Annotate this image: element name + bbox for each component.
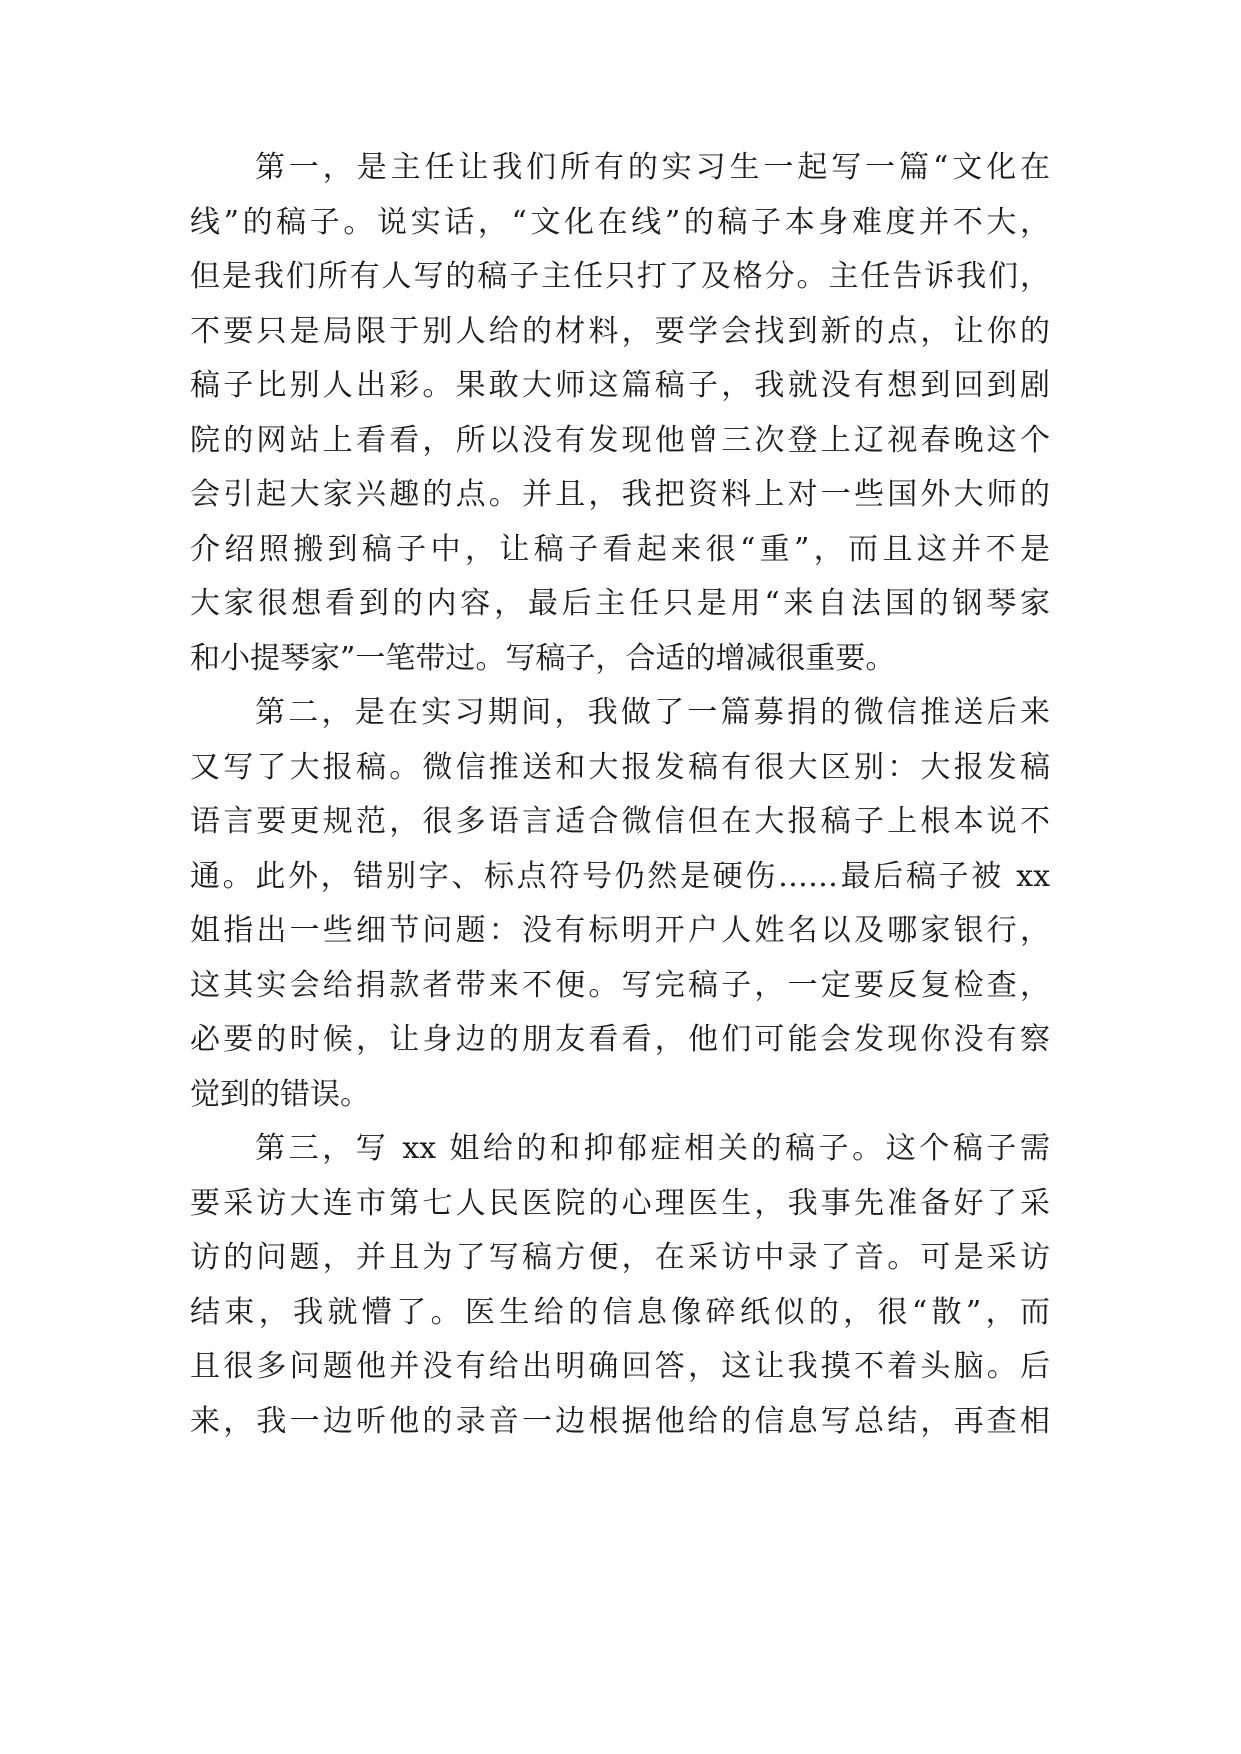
paragraph-3-line-3: 访的问题，并且为了写稿方便，在采访中录了音。可是采访 — [190, 1240, 1050, 1275]
paragraph-2-line-3: 语言要更规范，很多语言适合微信但在大报稿子上根本说不 — [190, 804, 1050, 839]
paragraph-3-line-6: 来，我一边听他的录音一边根据他给的信息写总结，再查相 — [190, 1404, 1050, 1439]
paragraph-1-line-6: 院的网站上看看，所以没有发现他曾三次登上辽视春晚这个 — [190, 423, 1050, 458]
paragraph-1-line-1: 第一，是主任让我们所有的实习生一起写一篇“文化在 — [255, 150, 1050, 185]
paragraph-2-line-5: 姐指出一些细节问题：没有标明开户人姓名以及哪家银行， — [190, 913, 1050, 948]
paragraph-3-line-1: 第三，写 xx 姐给的和抑郁症相关的稿子。这个稿子需 — [255, 1131, 1050, 1166]
paragraph-2-line-8: 觉到的错误。 — [190, 1077, 370, 1112]
paragraph-2-line-7: 必要的时候，让身边的朋友看看，他们可能会发现你没有察 — [190, 1022, 1050, 1057]
paragraph-1-line-3: 但是我们所有人写的稿子主任只打了及格分。主任告诉我们， — [190, 259, 1050, 294]
paragraph-2-line-2: 又写了大报稿。微信推送和大报发稿有很大区别：大报发稿 — [190, 750, 1050, 785]
paragraph-2-line-6: 这其实会给捐款者带来不便。写完稿子，一定要反复检查， — [190, 968, 1050, 1003]
paragraph-1-line-7: 会引起大家兴趣的点。并且，我把资料上对一些国外大师的 — [190, 477, 1050, 512]
paragraph-2-line-1: 第二，是在实习期间，我做了一篇募捐的微信推送后来 — [255, 695, 1050, 730]
paragraph-1-line-10: 和小提琴家”一笔带过。写稿子，合适的增减很重要。 — [190, 641, 896, 676]
paragraph-3-line-2: 要采访大连市第七人民医院的心理医生，我事先准备好了采 — [190, 1186, 1050, 1221]
paragraph-1-line-2: 线”的稿子。说实话，“文化在线”的稿子本身难度并不大， — [190, 205, 1050, 240]
paragraph-1-line-4: 不要只是局限于别人给的材料，要学会找到新的点，让你的 — [190, 314, 1050, 349]
paragraph-1-line-8: 介绍照搬到稿子中，让稿子看起来很“重”，而且这并不是 — [190, 532, 1050, 567]
paragraph-1-line-9: 大家很想看到的内容，最后主任只是用“来自法国的钢琴家 — [190, 586, 1050, 621]
paragraph-1-line-5: 稿子比别人出彩。果敢大师这篇稿子，我就没有想到回到剧 — [190, 368, 1050, 403]
paragraph-3-line-4: 结束，我就懵了。医生给的信息像碎纸似的，很“散”，而 — [190, 1295, 1050, 1330]
paragraph-2-line-4: 通。此外，错别字、标点符号仍然是硬伤……最后稿子被 xx — [190, 859, 1050, 894]
paragraph-3-line-5: 且很多问题他并没有给出明确回答，这让我摸不着头脑。后 — [190, 1349, 1050, 1384]
